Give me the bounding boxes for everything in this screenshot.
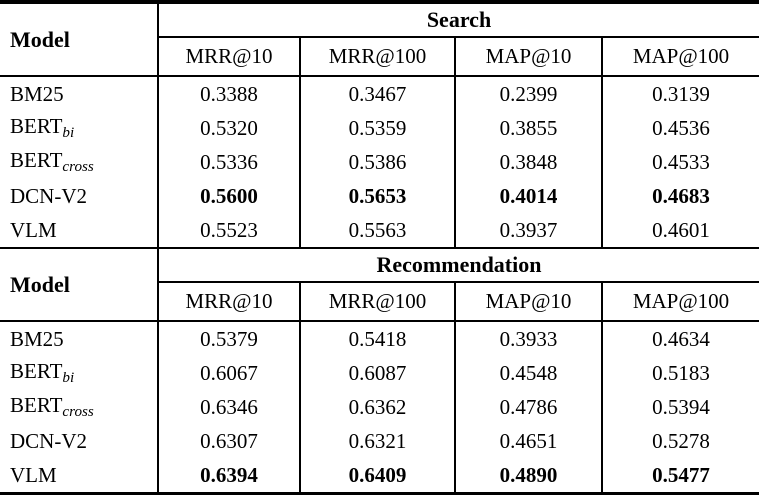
table-row <box>0 111 759 145</box>
section-header-row-1 <box>0 248 759 282</box>
model-name-text: BERT <box>10 358 63 383</box>
metric-value-cell: 0.4601 <box>602 213 759 248</box>
metric-value-cell: 0.5183 <box>602 356 759 390</box>
metric-value-cell: 0.3139 <box>602 76 759 111</box>
metric-header: MRR@100 <box>300 37 455 76</box>
metric-value-cell: 0.5359 <box>300 111 455 145</box>
metric-value-cell: 0.5278 <box>602 424 759 458</box>
metric-value-cell: 0.6307 <box>158 424 300 458</box>
metric-value-cell: 0.5386 <box>300 145 455 179</box>
metric-value-cell: 0.6087 <box>300 356 455 390</box>
results-table-body <box>0 2 759 494</box>
metric-header: MAP@10 <box>455 282 602 321</box>
model-name-cell <box>0 321 158 356</box>
metric-value-cell: 0.4548 <box>455 356 602 390</box>
metric-header: MRR@10 <box>158 37 300 76</box>
metric-value-cell: 0.3855 <box>455 111 602 145</box>
metric-header: MRR@10 <box>158 282 300 321</box>
table-row <box>0 145 759 179</box>
metric-value-cell: 0.5320 <box>158 111 300 145</box>
model-name-subscript: cross <box>62 159 94 176</box>
model-name-cell <box>0 424 158 458</box>
model-name-subscript: bi <box>62 125 75 142</box>
metric-value-cell: 0.6067 <box>158 356 300 390</box>
metric-value-cell: 0.5336 <box>158 145 300 179</box>
model-name-cell <box>0 179 158 213</box>
table-row <box>0 356 759 390</box>
model-name-cell <box>0 76 158 111</box>
metric-value-cell: 0.6409 <box>300 458 455 494</box>
model-name-cell <box>0 213 158 248</box>
metric-value-cell: 0.4014 <box>455 179 602 213</box>
section-title: Recommendation <box>158 248 759 282</box>
metric-value-cell: 0.5418 <box>300 321 455 356</box>
metric-value-cell: 0.5563 <box>300 213 455 248</box>
metric-value-cell: 0.6346 <box>158 390 300 424</box>
table-row <box>0 76 759 111</box>
model-name-text: BERT <box>10 147 63 172</box>
metric-header: MAP@10 <box>455 37 602 76</box>
model-name-cell <box>0 458 158 494</box>
metric-header: MAP@100 <box>602 37 759 76</box>
model-name-text: BM25 <box>10 81 64 106</box>
model-name-text: BM25 <box>10 326 64 351</box>
model-name-text: DCN-V2 <box>10 183 87 208</box>
metric-value-cell: 0.3937 <box>455 213 602 248</box>
model-name-cell <box>0 145 158 179</box>
metric-value-cell: 0.4786 <box>455 390 602 424</box>
section-title: Search <box>158 2 759 37</box>
model-name-text: BERT <box>10 113 63 138</box>
metric-header: MAP@100 <box>602 282 759 321</box>
metric-value-cell: 0.5379 <box>158 321 300 356</box>
metric-value-cell: 0.5653 <box>300 179 455 213</box>
model-name-text: BERT <box>10 392 63 417</box>
model-column-header: Model <box>0 2 158 76</box>
metric-value-cell: 0.3388 <box>158 76 300 111</box>
metric-value-cell: 0.2399 <box>455 76 602 111</box>
metric-value-cell: 0.6394 <box>158 458 300 494</box>
model-name-subscript: cross <box>62 404 94 421</box>
model-name-cell <box>0 390 158 424</box>
metric-value-cell: 0.6321 <box>300 424 455 458</box>
model-name-cell <box>0 111 158 145</box>
table-row <box>0 458 759 494</box>
metric-header: MRR@100 <box>300 282 455 321</box>
metric-value-cell: 0.6362 <box>300 390 455 424</box>
metric-value-cell: 0.4890 <box>455 458 602 494</box>
model-name-subscript: bi <box>62 370 75 387</box>
metric-value-cell: 0.3933 <box>455 321 602 356</box>
table-row <box>0 390 759 424</box>
metric-value-cell: 0.3848 <box>455 145 602 179</box>
metric-value-cell: 0.5523 <box>158 213 300 248</box>
metric-value-cell: 0.4683 <box>602 179 759 213</box>
model-name-text: VLM <box>10 217 57 242</box>
metric-value-cell: 0.5600 <box>158 179 300 213</box>
table-row <box>0 321 759 356</box>
metric-value-cell: 0.5477 <box>602 458 759 494</box>
metric-value-cell: 0.4634 <box>602 321 759 356</box>
model-name-text: VLM <box>10 462 57 487</box>
model-name-cell <box>0 356 158 390</box>
section-header-row-0 <box>0 2 759 37</box>
model-column-header: Model <box>0 248 158 321</box>
metric-value-cell: 0.5394 <box>602 390 759 424</box>
table-row <box>0 179 759 213</box>
metric-value-cell: 0.4536 <box>602 111 759 145</box>
model-name-text: DCN-V2 <box>10 428 87 453</box>
table-row <box>0 213 759 248</box>
metric-value-cell: 0.3467 <box>300 76 455 111</box>
metric-value-cell: 0.4651 <box>455 424 602 458</box>
metric-value-cell: 0.4533 <box>602 145 759 179</box>
table-row <box>0 424 759 458</box>
